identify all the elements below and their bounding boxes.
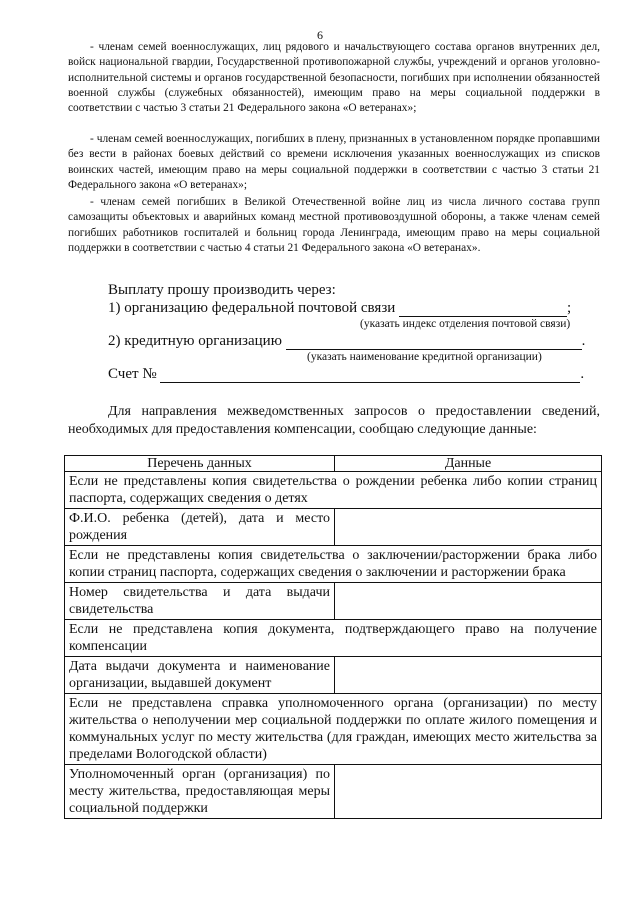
interagency-intro: Для направления межведомственных запросов о предоставлении сведений, необходимых для предоставления компенсации, сообщаю следующие данные: [68, 404, 600, 437]
bank-option-end: . [581, 333, 586, 349]
payment-option-post-label: 1) организацию федеральной почтовой связи [108, 300, 396, 316]
row-label-child-name: Ф.И.О. ребенка (детей), дата и место рождения [65, 509, 335, 546]
payment-intro: Выплату прошу производить через: [108, 282, 336, 298]
row-value-authority[interactable] [335, 765, 602, 819]
account-label: Счет № [108, 366, 157, 382]
table-row [65, 765, 602, 819]
post-index-hint: (указать индекс отделения почтовой связи) [360, 318, 571, 330]
paragraph-captivity-families: - членам семей военнослужащих, погибших в плену, признанных в установленном порядке пропавшими без вести в районах боевых действий со времени исключения указанных военнослужащих из списков воинских частей, имеющим право на меры социальной поддержки в соответствии с частью 3 статьи 21 Федерального закона «О ветеранах»; [68, 133, 600, 191]
table-section-row [65, 472, 602, 509]
row-value-certificate-number[interactable] [335, 583, 602, 620]
payment-option-post [108, 300, 571, 317]
account-row [108, 366, 584, 383]
table-header-row [65, 456, 602, 472]
column-header-list: Перечень данных [65, 456, 335, 472]
account-number-field[interactable] [160, 368, 580, 383]
post-option-end: ; [567, 300, 572, 316]
table-section-row [65, 620, 602, 657]
table-row [65, 583, 602, 620]
bank-name-field[interactable] [286, 335, 582, 350]
table-row [65, 509, 602, 546]
post-index-field[interactable] [399, 302, 567, 317]
table-row [65, 657, 602, 694]
table-section-row [65, 546, 602, 583]
bank-name-hint: (указать наименование кредитной организации) [307, 351, 542, 363]
section-birth-certificate: Если не представлены копия свидетельства о рождении ребенка либо копии страниц паспорта, содержащих сведения о детях [65, 472, 602, 509]
row-value-document-issue[interactable] [335, 657, 602, 694]
page-number: 6 [317, 28, 323, 42]
section-right-document: Если не представлена копия документа, подтверждающего право на получение компенсации [65, 620, 602, 657]
payment-option-bank-label: 2) кредитную организацию [108, 333, 282, 349]
row-label-document-issue: Дата выдачи документа и наименование организации, выдавшей документ [65, 657, 335, 694]
payment-option-bank [108, 333, 585, 350]
section-marriage-certificate: Если не представлены копия свидетельства о заключении/расторжении брака либо копии страниц паспорта, содержащих сведения о заключении и расторжении брака [65, 546, 602, 583]
section-authority-certificate: Если не представлена справка уполномоченного органа (организации) по месту жительства о неполучении мер социальной поддержки по оплате жилого помещения и коммунальных услуг по месту жительства (для граждан, имеющих место жительства за пределами Вологодской области) [65, 694, 602, 765]
paragraph-air-defense-families: - членам семей погибших в Великой Отечественной войне лиц из числа личного состава групп самозащиты объектовых и аварийных команд местной противовоздушной обороны, а также членам семей погибших работников госпиталей и больниц города Ленинграда, имеющим право на меры социальной поддержки в соответствии с частью 4 статьи 21 Федерального закона «О ветеранах». [68, 196, 600, 254]
row-value-child-name[interactable] [335, 509, 602, 546]
column-header-data: Данные [335, 456, 602, 472]
data-table [64, 455, 602, 819]
row-label-certificate-number: Номер свидетельства и дата выдачи свидетельства [65, 583, 335, 620]
table-section-row [65, 694, 602, 765]
row-label-authority: Уполномоченный орган (организация) по месту жительства, предоставляющая меры социальной поддержки [65, 765, 335, 819]
paragraph-military-families: - членам семей военнослужащих, лиц рядового и начальствующего состава органов внутренних дел, войск национальной гвардии, Государственной противопожарной службы, учреждений и органов уголовно-исполнительной системы и органов государственной безопасности, погибших при исполнении обязанностей военной службы (служебных обязанностей), имеющим право на меры социальной поддержки в соответствии с частью 3 статьи 21 Федерального закона «О ветеранах»; [68, 41, 600, 115]
account-end: . [580, 366, 585, 382]
